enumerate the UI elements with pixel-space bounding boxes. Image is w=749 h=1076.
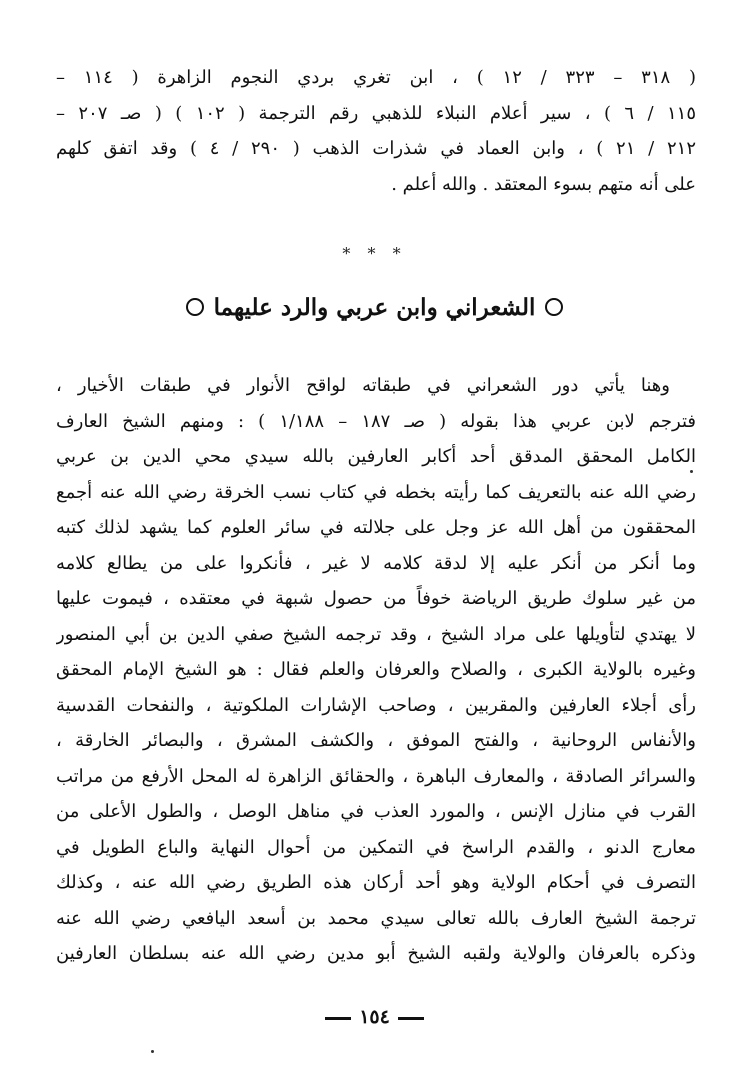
text-line: ( ٣١٨ – ٣٢٣ / ١٢ ) ، ابن تغري بردي النجوم الزاهرة ( ١١٤ – (56, 67, 696, 88)
page-number: ١٥٤ (359, 1006, 390, 1028)
body-paragraph (56, 368, 696, 972)
text-line: ترجمة الشيخ العارف بالله تعالى سيدي محمد بن أسعد اليافعي رضي الله عنه (56, 907, 696, 929)
text-line: فترجم لابن عربي هذا بقوله ( صـ ١٨٧ – ١/١٨٨ ) : ومنهم الشيخ العارف (56, 410, 696, 432)
text-line: وهنا يأتي دور الشعراني في طبقاته لواقح الأنوار في طبقات الأخيار ، (56, 375, 670, 396)
scan-speck-icon (690, 470, 693, 473)
text-line: على أنه متهم بسوء المعتقد . والله أعلم . (391, 173, 696, 195)
dash-ornament-icon (325, 1017, 351, 1020)
text-line: لا يهتدي لتأويلها على مراد الشيخ ، وقد ترجمه الشيخ صفي الدين بن أبي المنصور (56, 623, 696, 645)
text-line: رضي الله عنه بالتعريف كما رأيته بخطه في كتاب نسب الخرقة رضي الله عنه أجمع (56, 481, 696, 503)
section-heading-text: الشعراني وابن عربي والرد عليهما (213, 294, 536, 321)
scan-speck-icon (151, 1050, 154, 1053)
circle-ornament-icon (545, 298, 563, 316)
footnote-paragraph (56, 60, 696, 202)
text-line: ٢١٢ / ٢١ ) ، وابن العماد في شذرات الذهب ( ٢٩٠ / ٤ ) وقد اتفق كلهم (56, 138, 696, 159)
dash-ornament-icon (398, 1017, 424, 1020)
text-line: الكامل المحقق المدقق أحد أكابر العارفين بالله سيدي محي الدين بن عربي (56, 446, 696, 467)
text-line: والسرائر الصادقة ، والمعارف الباهرة ، والحقائق الزاهرة له المحل الأرفع من مراتب (56, 765, 696, 787)
text-line: معارج الدنو ، والقدم الراسخ في التمكين من أحوال النهاية والباع الطويل في (56, 836, 696, 858)
text-line: والأنفاس الروحانية ، والفتح الموفق ، والكشف المشرق ، والبصائر الخارقة ، (56, 730, 696, 751)
section-heading (0, 288, 749, 328)
text-line: وما أنكر من أنكر عليه إلا لدقة كلامه لا غير ، فأنكروا على من يطالع كلامه (56, 552, 696, 574)
text-line: وغيره بالولاية الكبرى ، والصلاح والعرفان والعلم فقال : هو الشيخ الإمام المحقق (56, 659, 696, 680)
text-line: التصرف في أحكام الولاية وهو أحد أركان هذه الطريق رضي الله عنه ، وكذلك (56, 872, 696, 893)
text-line: القرب في منازل الإنس ، والمورد العذب في مناهل الوصل ، والطول الأعلى من (56, 801, 696, 822)
page-footer (0, 1006, 749, 1028)
text-line: ١١٥ / ٦ ) ، سير أعلام النبلاء للذهبي رقم الترجمة ( ١٠٢ ) ( صـ ٢٠٧ – (56, 102, 696, 124)
text-line: رأى أجلاء العارفين والمقربين ، وصاحب الإشارات الملكوتية ، والنفحات القدسية (56, 694, 696, 716)
section-separator: * * * (342, 244, 407, 263)
text-line: وذكره بالعرفان والولاية ولقبه الشيخ أبو مدين رضي الله عنه بسلطان العارفين (56, 943, 696, 964)
text-line: المحققون من أهل الله عز وجل على جلالته في سائر العلوم كما يشهد لذلك كتبه (56, 517, 696, 538)
circle-ornament-icon (186, 298, 204, 316)
text-line: من غير سلوك طريق الرياضة خوفاً من حصول شبهة في معتقده ، فيموت عليها (56, 588, 696, 609)
